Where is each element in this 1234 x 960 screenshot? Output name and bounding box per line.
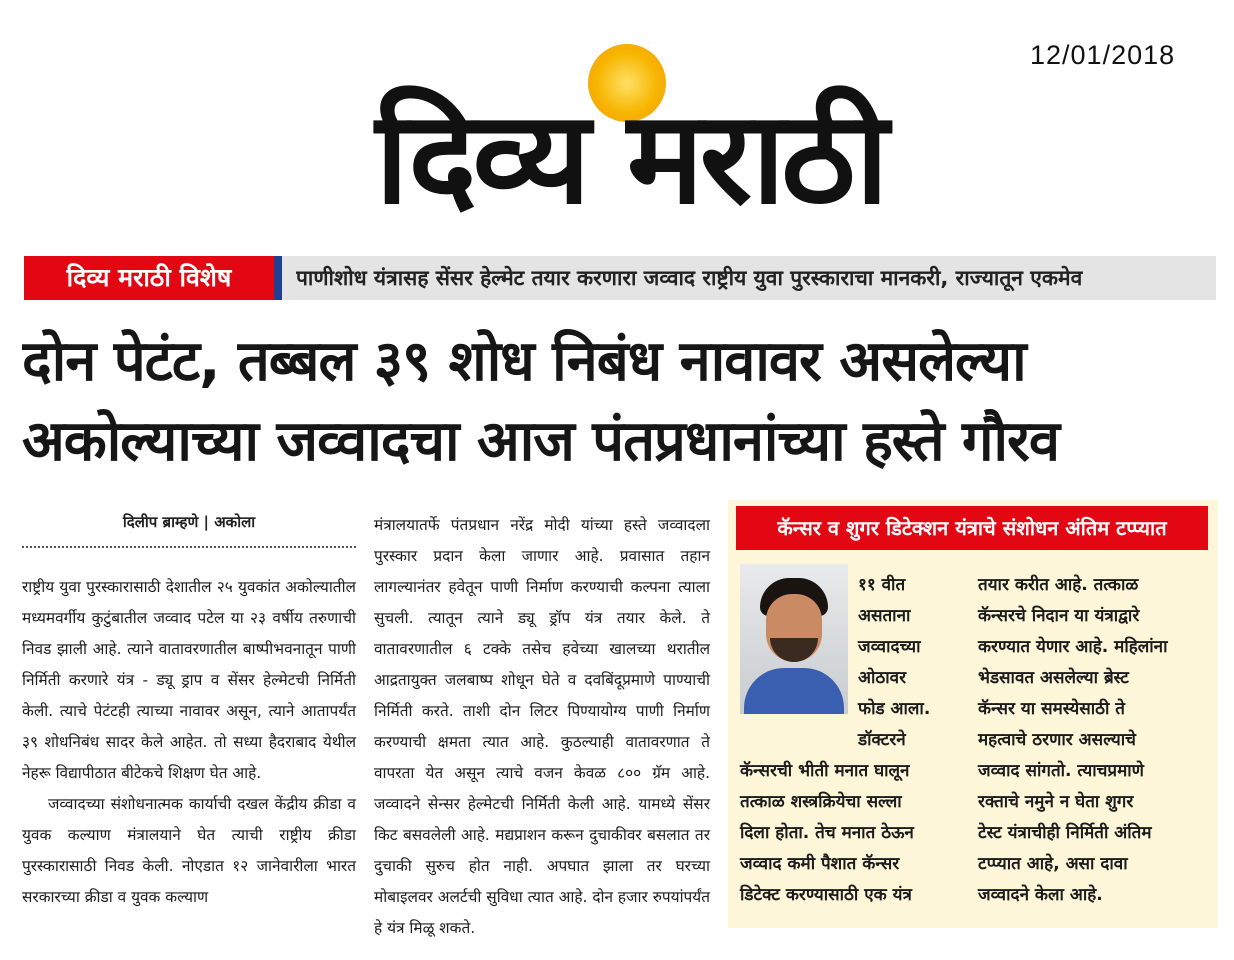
headline-line-1: दोन पेटंट, तब्बल ३९ शोध निबंध नावावर असलेल्या [22, 329, 1026, 394]
sidebar-text-b: कॅन्सरची भीती मनात घालून तत्काळ शस्त्रक्रियेचा सल्ला दिला होता. तेच मनात ठेऊन जव्वाद कमी पैशात कॅन्सर डिटेक्ट करण्यासाठी एक यंत्र [740, 761, 914, 905]
sidebar-heading: कॅन्सर व शुगर डिटेक्शन यंत्राचे संशोधन अंतिम टप्प्यात [736, 506, 1208, 550]
banner-tag: दिव्य मराठी विशेष [24, 256, 274, 300]
sidebar-text-c: तयार करीत आहे. तत्काळ कॅन्सरचे निदान या यंत्राद्वारे करण्यात येणार आहे. महिलांना भेडसावत असलेल्या ब्रेस्ट कॅन्सर या समस्येसाठी ते महत्वाचे ठरणार असल्याचे जव्वाद सांगतो. त्याचप्रमाणे रक्ताचे नमुने न घेता शुगर टेस्ट यंत्राचीही निर्मिती अंतिम टप्प्यात आहे, असा दावा जव्वादने केला आहे. [978, 575, 1168, 905]
headline-line-2: अकोल्याच्या जव्वादचा आज पंतप्रधानांच्या हस्ते गौरव [22, 409, 1060, 474]
article-paragraph: राष्ट्रीय युवा पुरस्कारासाठी देशातील २५ युवकांत अकोल्यातील मध्यमवर्गीय कुटुंबातील जव्वाद पटेल या २३ वर्षीय तरुणाची निवड झाली आहे. त्याने वातावरणातील बाष्पीभवनातून पाणी निर्मिती करणारे यंत्र - ड्यू ड्राप व सेंसर हेल्मेटची निर्मिती केली. त्याचे पेटंटही त्याच्या नावावर असून, त्याने आतापर्यंत ३९ शोधनिबंध सादर केले आहेत. तो सध्या हैदराबाद येथील नेहरू विद्यापीठात बीटेकचे शिक्षण घेत आहे. [22, 578, 356, 782]
article-column-1 [22, 572, 356, 913]
person-photo [740, 564, 848, 714]
byline: दिलीप ब्राम्हणे | अकोला [122, 513, 256, 531]
banner-divider [274, 256, 282, 300]
article-paragraph: मंत्रालयातर्फे पंतप्रधान नरेंद्र मोदी यांच्या हस्ते जव्वादला पुरस्कार प्रदान केला जाणार आहे. प्रवासात तहान लागल्यानंतर हवेतून पाणी निर्माण करण्याची कल्पना त्याला सुचली. त्यातून त्याने ड्यू ड्रॉप यंत्र तयार केले. ते वातावरणातील ६ टक्के तसेच हवेच्या खालच्या थरातील आद्रतायुक्त जलबाष्प शोधून घेते व दवबिंदूप्रमाणे पाण्याची निर्मिती करते. ताशी दोन लिटर पिण्यायोग्य पाणी निर्माण करण्याची क्षमता त्यात आहे. कुठल्याही वातावरणात ते वापरता येत असून त्याचे वजन केवळ ८०० ग्रॅम आहे. जव्वादने सेन्सर हेल्मेटची निर्मिती केली आहे. यामध्ये सेंसर किट बसवलेली आहे. मद्यप्राशन करून दुचाकीवर बसलात तर दुचाकी सुरुच होत नाही. अपघात झाला तर घरच्या मोबाइलवर अलर्टची सुविधा त्यात आहे. दोन हजार रुपयांपर्यंत हे यंत्र मिळू शकते. [374, 516, 710, 937]
article-column-2 [374, 510, 710, 944]
sidebar-text-a: ११ वीत असताना जव्वादच्या ओठावर फोड आला. डॉक्टरने [858, 575, 931, 750]
banner-subheadline: पाणीशोध यंत्रासह सेंसर हेल्मेट तयार करणारा जव्वाद राष्ट्रीय युवा पुरस्काराचा मानकरी, राज्यातून एकमेव [296, 266, 1083, 290]
article-paragraph: जव्वादच्या संशोधनात्मक कार्याची दखल केंद्रीय क्रीडा व युवक कल्याण मंत्रालयाने घेत त्याची राष्ट्रीय क्रीडा पुरस्कारासाठी निवड केली. नोएडात १२ जानेवारीला भारत सरकारच्या क्रीडा व युवक कल्याण [22, 795, 356, 906]
newspaper-masthead: दिव्य मराठी [375, 84, 885, 233]
main-headline [22, 322, 1216, 482]
byline-divider [22, 546, 356, 548]
edition-date: 12/01/2018 [1030, 40, 1176, 70]
special-banner [24, 256, 1216, 300]
